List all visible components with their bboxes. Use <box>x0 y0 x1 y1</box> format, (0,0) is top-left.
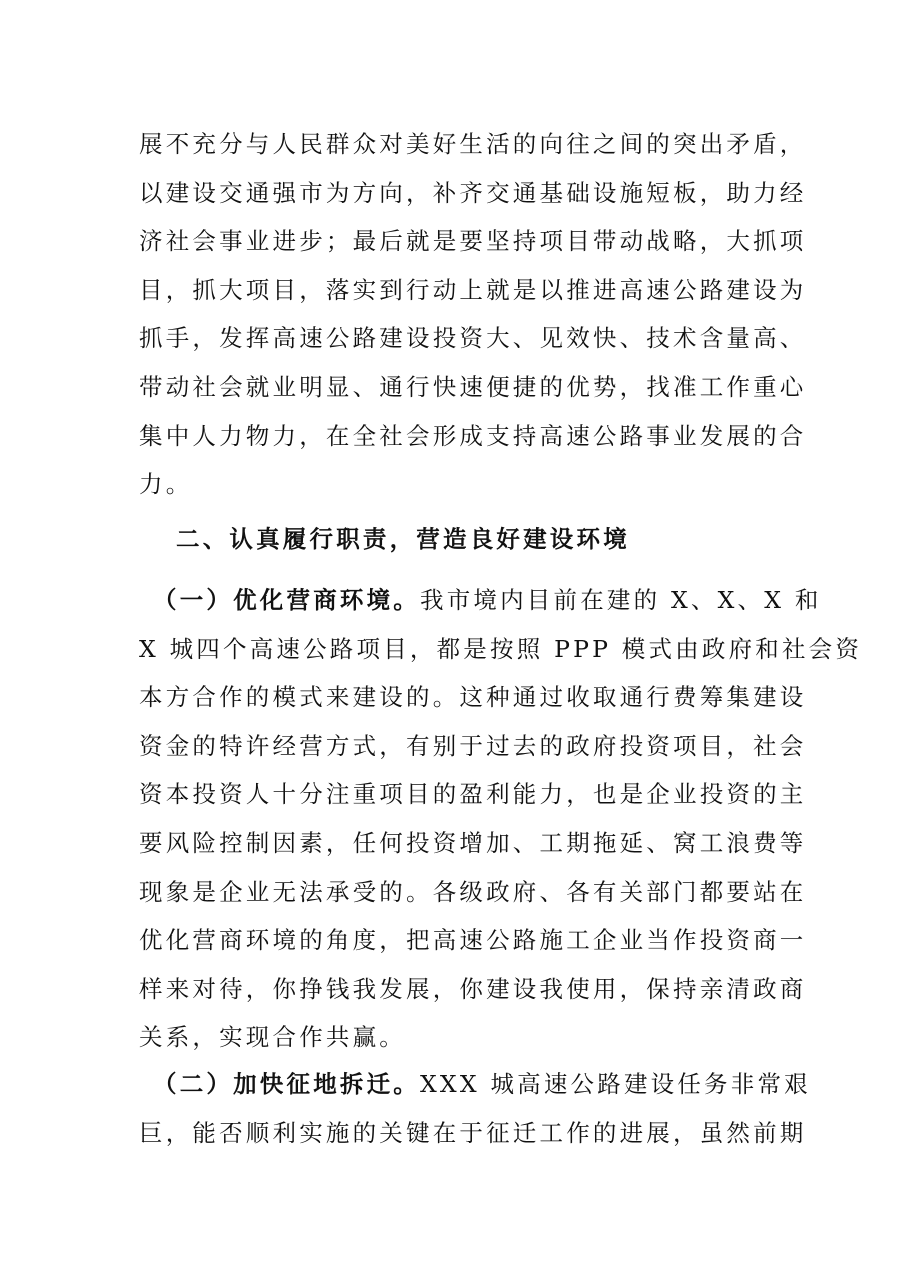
paragraph-intro <box>139 120 807 509</box>
text-line: 资本投资人十分注重项目的盈利能力，也是企业投资的主 <box>139 780 807 809</box>
text-line: 优化营商环境的角度，把高速公路施工企业当作投资商一 <box>139 926 807 955</box>
text-span: XXX 城高速公路建设任务非常艰 <box>420 1070 811 1098</box>
text-line: 样来对待，你挣钱我发展，你建设我使用，保持亲清政商 <box>139 974 807 1003</box>
text-line: 巨，能否顺利实施的关键在于征迁工作的进展，虽然前期 <box>139 1118 807 1147</box>
text-line: 力。 <box>139 470 193 499</box>
text-line: 济社会事业进步；最后就是要坚持项目带动战略，大抓项 <box>139 227 807 256</box>
text-line: 现象是企业无法承受的。各级政府、各有关部门都要站在 <box>139 877 807 906</box>
text-line: 要风险控制因素，任何投资增加、工期拖延、窝工浪费等 <box>139 828 807 857</box>
text-line: X 城四个高速公路项目，都是按照 PPP 模式由政府和社会资 <box>139 634 863 663</box>
text-line: 带动社会就业明显、通行快速便捷的优势，找准工作重心 <box>139 372 807 401</box>
section-heading: 二、认真履行职责，营造良好建设环境 <box>176 525 630 553</box>
text-line: 本方合作的模式来建设的。这种通过收取通行费筹集建设 <box>139 683 807 712</box>
paragraph-land-acquisition <box>139 1060 811 1157</box>
subsection-title: （一）优化营商环境。 <box>153 586 420 614</box>
text-line: 展不充分与人民群众对美好生活的向往之间的突出矛盾， <box>139 130 807 158</box>
text-line-first <box>139 576 822 625</box>
text-line: 集中人力物力，在全社会形成支持高速公路事业发展的合 <box>139 421 807 450</box>
text-line: 以建设交通强市为方向，补齐交通基础设施短板，助力经 <box>139 178 807 207</box>
text-line: 关系，实现合作共赢。 <box>139 1023 406 1052</box>
text-line: 目，抓大项目，落实到行动上就是以推进高速公路建设为 <box>139 275 807 304</box>
text-span: 我市境内目前在建的 X、X、X 和 <box>420 586 822 614</box>
subsection-title: （二）加快征地拆迁。 <box>153 1070 420 1098</box>
text-line: 抓手，发挥高速公路建设投资大、见效快、技术含量高、 <box>139 324 807 353</box>
text-line-first <box>139 1060 811 1109</box>
text-line: 资金的特许经营方式，有别于过去的政府投资项目，社会 <box>139 731 807 760</box>
paragraph-business-environment <box>139 576 863 1062</box>
